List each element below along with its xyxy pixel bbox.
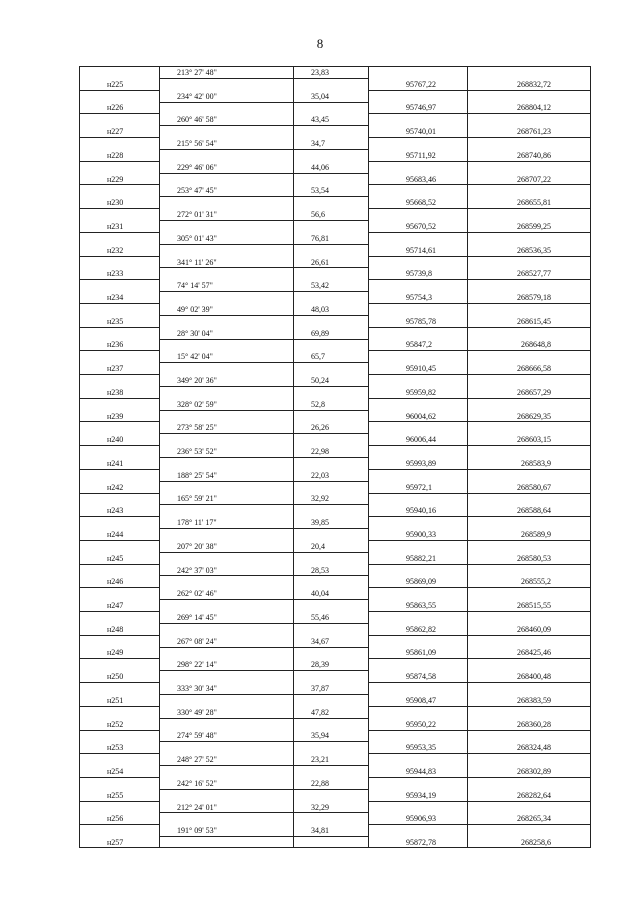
x-coordinate-cell: 95940,16 — [406, 506, 436, 515]
row-divider — [159, 647, 368, 648]
y-coordinate-cell: 268400,48 — [517, 672, 551, 681]
row-divider — [79, 279, 159, 280]
point-name-cell: н231 — [107, 222, 124, 231]
row-divider — [79, 469, 159, 470]
x-coordinate-cell: 96006,44 — [406, 435, 436, 444]
point-name-cell: н255 — [107, 791, 124, 800]
x-coordinate-cell: 95934,19 — [406, 791, 436, 800]
point-name-cell: н254 — [107, 767, 124, 776]
y-coordinate-cell: 268804,12 — [517, 103, 551, 112]
row-divider — [159, 196, 368, 197]
point-name-cell: н245 — [107, 554, 124, 563]
x-coordinate-cell: 95863,55 — [406, 601, 436, 610]
bearing-cell: 269° 14' 45" — [177, 613, 217, 622]
distance-cell: 52,8 — [311, 400, 325, 409]
x-coordinate-cell: 95739,8 — [406, 269, 432, 278]
row-divider — [79, 350, 159, 351]
bearing-cell: 74° 14' 57" — [177, 281, 213, 290]
bearing-cell: 298° 22' 14" — [177, 660, 217, 669]
point-name-cell: н232 — [107, 246, 124, 255]
point-name-cell: н226 — [107, 103, 124, 112]
row-divider — [159, 504, 368, 505]
x-coordinate-cell: 95861,09 — [406, 648, 436, 657]
point-name-cell: н256 — [107, 814, 124, 823]
x-coordinate-cell: 95959,82 — [406, 388, 436, 397]
bearing-cell: 349° 20' 36" — [177, 376, 217, 385]
row-divider — [79, 161, 159, 162]
distance-cell: 69,89 — [311, 329, 329, 338]
bearing-cell: 15° 42' 04" — [177, 352, 213, 361]
bearing-cell: 28° 30' 04" — [177, 329, 213, 338]
distance-cell: 28,53 — [311, 566, 329, 575]
bearing-cell: 333° 30' 34" — [177, 684, 217, 693]
row-divider — [79, 256, 159, 257]
row-divider — [159, 244, 368, 245]
y-coordinate-cell: 268527,77 — [517, 269, 551, 278]
bearing-cell: 49° 02' 39" — [177, 305, 213, 314]
y-coordinate-cell: 268460,09 — [517, 625, 551, 634]
x-coordinate-cell: 95900,33 — [406, 530, 436, 539]
row-divider — [368, 516, 591, 517]
distance-cell: 48,03 — [311, 305, 329, 314]
distance-cell: 55,46 — [311, 613, 329, 622]
row-divider — [159, 173, 368, 174]
x-coordinate-cell: 95670,52 — [406, 222, 436, 231]
point-name-cell: н252 — [107, 720, 124, 729]
y-coordinate-cell: 268657,29 — [517, 388, 551, 397]
row-divider — [368, 445, 591, 446]
distance-cell: 44,06 — [311, 163, 329, 172]
row-divider — [79, 232, 159, 233]
row-divider — [159, 433, 368, 434]
distance-cell: 20,4 — [311, 542, 325, 551]
x-coordinate-cell: 95910,45 — [406, 364, 436, 373]
row-divider — [79, 753, 159, 754]
row-divider — [368, 753, 591, 754]
y-coordinate-cell: 268615,45 — [517, 317, 551, 326]
x-coordinate-cell: 95874,58 — [406, 672, 436, 681]
point-name-cell: н235 — [107, 317, 124, 326]
distance-cell: 23,83 — [311, 68, 329, 77]
row-divider — [79, 706, 159, 707]
distance-cell: 56,6 — [311, 210, 325, 219]
bearing-cell: 341° 11' 26" — [177, 258, 217, 267]
row-divider — [79, 327, 159, 328]
row-divider — [368, 682, 591, 683]
row-divider — [368, 279, 591, 280]
point-name-cell: н234 — [107, 293, 124, 302]
point-name-cell: н246 — [107, 577, 124, 586]
x-coordinate-cell: 95869,09 — [406, 577, 436, 586]
distance-cell: 34,7 — [311, 139, 325, 148]
bearing-cell: 242° 16' 52" — [177, 779, 217, 788]
bearing-cell: 178° 11' 17" — [177, 518, 217, 527]
x-coordinate-cell: 95785,78 — [406, 317, 436, 326]
distance-cell: 34,67 — [311, 637, 329, 646]
distance-cell: 53,54 — [311, 186, 329, 195]
row-divider — [159, 457, 368, 458]
row-divider — [368, 824, 591, 825]
point-name-cell: н225 — [107, 80, 124, 89]
y-coordinate-cell: 268603,15 — [517, 435, 551, 444]
distance-cell: 37,87 — [311, 684, 329, 693]
distance-cell: 76,81 — [311, 234, 329, 243]
row-divider — [159, 670, 368, 671]
distance-cell: 32,29 — [311, 803, 329, 812]
row-divider — [79, 635, 159, 636]
y-coordinate-cell: 268583,9 — [521, 459, 551, 468]
point-name-cell: н239 — [107, 412, 124, 421]
x-coordinate-cell: 95668,52 — [406, 198, 436, 207]
x-coordinate-cell: 95754,3 — [406, 293, 432, 302]
point-name-cell: н243 — [107, 506, 124, 515]
y-coordinate-cell: 268425,46 — [517, 648, 551, 657]
row-divider — [368, 161, 591, 162]
point-name-cell: н241 — [107, 459, 124, 468]
bearing-cell: 188° 25' 54" — [177, 471, 217, 480]
y-coordinate-cell: 268655,81 — [517, 198, 551, 207]
row-divider — [79, 540, 159, 541]
row-divider — [368, 469, 591, 470]
row-divider — [79, 374, 159, 375]
row-divider — [159, 481, 368, 482]
distance-cell: 28,39 — [311, 660, 329, 669]
y-coordinate-cell: 268302,89 — [517, 767, 551, 776]
row-divider — [368, 564, 591, 565]
x-coordinate-cell: 95953,35 — [406, 743, 436, 752]
distance-cell: 34,81 — [311, 826, 329, 835]
row-divider — [159, 220, 368, 221]
y-coordinate-cell: 268648,8 — [521, 340, 551, 349]
point-name-cell: н249 — [107, 648, 124, 657]
row-divider — [79, 137, 159, 138]
row-divider — [159, 718, 368, 719]
bearing-cell: 274° 59' 48" — [177, 731, 217, 740]
y-coordinate-cell: 268258,6 — [521, 838, 551, 847]
row-divider — [368, 540, 591, 541]
x-coordinate-cell: 95972,1 — [406, 483, 432, 492]
y-coordinate-cell: 268832,72 — [517, 80, 551, 89]
point-name-cell: н236 — [107, 340, 124, 349]
row-divider — [159, 789, 368, 790]
point-name-cell: н237 — [107, 364, 124, 373]
y-coordinate-cell: 268383,59 — [517, 696, 551, 705]
bearing-cell: 215° 56' 54" — [177, 139, 217, 148]
row-divider — [79, 90, 159, 91]
distance-cell: 43,45 — [311, 115, 329, 124]
bearing-cell: 191° 09' 53" — [177, 826, 217, 835]
point-name-cell: н229 — [107, 175, 124, 184]
row-divider — [368, 658, 591, 659]
bearing-cell: 273° 58' 25" — [177, 423, 217, 432]
bearing-cell: 272° 01' 31" — [177, 210, 217, 219]
x-coordinate-cell: 95711,92 — [406, 151, 436, 160]
row-divider — [79, 658, 159, 659]
bearing-cell: 253° 47' 45" — [177, 186, 217, 195]
bearing-cell: 242° 37' 03" — [177, 566, 217, 575]
bearing-cell: 262° 02' 46" — [177, 589, 217, 598]
x-coordinate-cell: 95872,78 — [406, 838, 436, 847]
distance-cell: 26,26 — [311, 423, 329, 432]
y-coordinate-cell: 268555,2 — [521, 577, 551, 586]
row-divider — [368, 303, 591, 304]
row-divider — [159, 741, 368, 742]
page-number: 8 — [316, 36, 324, 51]
distance-cell: 23,21 — [311, 755, 329, 764]
x-coordinate-cell: 95740,01 — [406, 127, 436, 136]
row-divider — [159, 362, 368, 363]
x-coordinate-cell: 95683,46 — [406, 175, 436, 184]
row-divider — [368, 208, 591, 209]
row-divider — [368, 137, 591, 138]
row-divider — [79, 611, 159, 612]
row-divider — [159, 528, 368, 529]
bearing-cell: 236° 53' 52" — [177, 447, 217, 456]
row-divider — [79, 208, 159, 209]
row-divider — [368, 706, 591, 707]
row-divider — [79, 730, 159, 731]
x-coordinate-cell: 95714,61 — [406, 246, 436, 255]
bearing-cell: 328° 02' 59" — [177, 400, 217, 409]
row-divider — [79, 777, 159, 778]
row-divider — [79, 113, 159, 114]
row-divider — [159, 339, 368, 340]
row-divider — [79, 303, 159, 304]
x-coordinate-cell: 95746,97 — [406, 103, 436, 112]
bearing-cell: 229° 46' 06" — [177, 163, 217, 172]
row-divider — [79, 824, 159, 825]
row-divider — [368, 493, 591, 494]
x-coordinate-cell: 96004,62 — [406, 412, 436, 421]
distance-cell: 53,42 — [311, 281, 329, 290]
row-divider — [159, 78, 368, 79]
point-name-cell: н250 — [107, 672, 124, 681]
row-divider — [368, 635, 591, 636]
y-coordinate-cell: 268588,64 — [517, 506, 551, 515]
bearing-cell: 248° 27' 52" — [177, 755, 217, 764]
y-coordinate-cell: 268265,34 — [517, 814, 551, 823]
y-coordinate-cell: 268599,25 — [517, 222, 551, 231]
point-name-cell: н242 — [107, 483, 124, 492]
distance-cell: 40,04 — [311, 589, 329, 598]
bearing-cell: 213° 27' 48" — [177, 68, 217, 77]
coordinates-table — [79, 66, 591, 848]
y-coordinate-cell: 268324,48 — [517, 743, 551, 752]
distance-cell: 47,82 — [311, 708, 329, 717]
bearing-cell: 267° 08' 24" — [177, 637, 217, 646]
distance-cell: 26,61 — [311, 258, 329, 267]
x-coordinate-cell: 95847,2 — [406, 340, 432, 349]
y-coordinate-cell: 268536,35 — [517, 246, 551, 255]
row-divider — [159, 552, 368, 553]
distance-cell: 22,88 — [311, 779, 329, 788]
point-name-cell: н257 — [107, 838, 124, 847]
x-coordinate-cell: 95993,89 — [406, 459, 436, 468]
row-divider — [159, 410, 368, 411]
row-divider — [79, 516, 159, 517]
y-coordinate-cell: 268580,67 — [517, 483, 551, 492]
row-divider — [368, 327, 591, 328]
point-name-cell: н244 — [107, 530, 124, 539]
point-name-cell: н238 — [107, 388, 124, 397]
row-divider — [368, 232, 591, 233]
table-border — [79, 66, 591, 67]
x-coordinate-cell: 95944,83 — [406, 767, 436, 776]
bearing-cell: 165° 59' 21" — [177, 494, 217, 503]
row-divider — [368, 398, 591, 399]
bearing-cell: 260° 46' 58" — [177, 115, 217, 124]
y-coordinate-cell: 268282,64 — [517, 791, 551, 800]
distance-cell: 22,03 — [311, 471, 329, 480]
row-divider — [368, 350, 591, 351]
row-divider — [159, 125, 368, 126]
row-divider — [79, 493, 159, 494]
distance-cell: 39,85 — [311, 518, 329, 527]
row-divider — [368, 113, 591, 114]
x-coordinate-cell: 95906,93 — [406, 814, 436, 823]
x-coordinate-cell: 95767,22 — [406, 80, 436, 89]
row-divider — [159, 102, 368, 103]
distance-cell: 32,92 — [311, 494, 329, 503]
row-divider — [368, 777, 591, 778]
row-divider — [159, 694, 368, 695]
row-divider — [368, 256, 591, 257]
y-coordinate-cell: 268360,28 — [517, 720, 551, 729]
point-name-cell: н247 — [107, 601, 124, 610]
x-coordinate-cell: 95908,47 — [406, 696, 436, 705]
point-name-cell: н251 — [107, 696, 124, 705]
y-coordinate-cell: 268589,9 — [521, 530, 551, 539]
row-divider — [159, 315, 368, 316]
distance-cell: 35,04 — [311, 92, 329, 101]
y-coordinate-cell: 268579,18 — [517, 293, 551, 302]
point-name-cell: н240 — [107, 435, 124, 444]
row-divider — [159, 623, 368, 624]
row-divider — [368, 587, 591, 588]
row-divider — [368, 374, 591, 375]
bearing-cell: 330° 49' 28" — [177, 708, 217, 717]
point-name-cell: н253 — [107, 743, 124, 752]
row-divider — [159, 599, 368, 600]
row-divider — [79, 445, 159, 446]
distance-cell: 50,24 — [311, 376, 329, 385]
row-divider — [79, 587, 159, 588]
row-divider — [159, 291, 368, 292]
row-divider — [79, 801, 159, 802]
point-name-cell: н233 — [107, 269, 124, 278]
distance-cell: 22,98 — [311, 447, 329, 456]
x-coordinate-cell: 95882,21 — [406, 554, 436, 563]
row-divider — [79, 682, 159, 683]
row-divider — [368, 730, 591, 731]
point-name-cell: н227 — [107, 127, 124, 136]
y-coordinate-cell: 268761,23 — [517, 127, 551, 136]
x-coordinate-cell: 95862,82 — [406, 625, 436, 634]
row-divider — [159, 836, 368, 837]
row-divider — [159, 765, 368, 766]
y-coordinate-cell: 268740,86 — [517, 151, 551, 160]
x-coordinate-cell: 95950,22 — [406, 720, 436, 729]
bearing-cell: 212° 24' 01" — [177, 803, 217, 812]
row-divider — [159, 149, 368, 150]
y-coordinate-cell: 268666,58 — [517, 364, 551, 373]
row-divider — [79, 398, 159, 399]
point-name-cell: н230 — [107, 198, 124, 207]
y-coordinate-cell: 268629,35 — [517, 412, 551, 421]
row-divider — [368, 611, 591, 612]
row-divider — [368, 801, 591, 802]
row-divider — [368, 90, 591, 91]
bearing-cell: 305° 01' 43" — [177, 234, 217, 243]
row-divider — [79, 564, 159, 565]
point-name-cell: н248 — [107, 625, 124, 634]
y-coordinate-cell: 268515,55 — [517, 601, 551, 610]
bearing-cell: 234° 42' 00" — [177, 92, 217, 101]
y-coordinate-cell: 268580,53 — [517, 554, 551, 563]
bearing-cell: 207° 20' 38" — [177, 542, 217, 551]
y-coordinate-cell: 268707,22 — [517, 175, 551, 184]
distance-cell: 65,7 — [311, 352, 325, 361]
row-divider — [159, 386, 368, 387]
distance-cell: 35,94 — [311, 731, 329, 740]
point-name-cell: н228 — [107, 151, 124, 160]
